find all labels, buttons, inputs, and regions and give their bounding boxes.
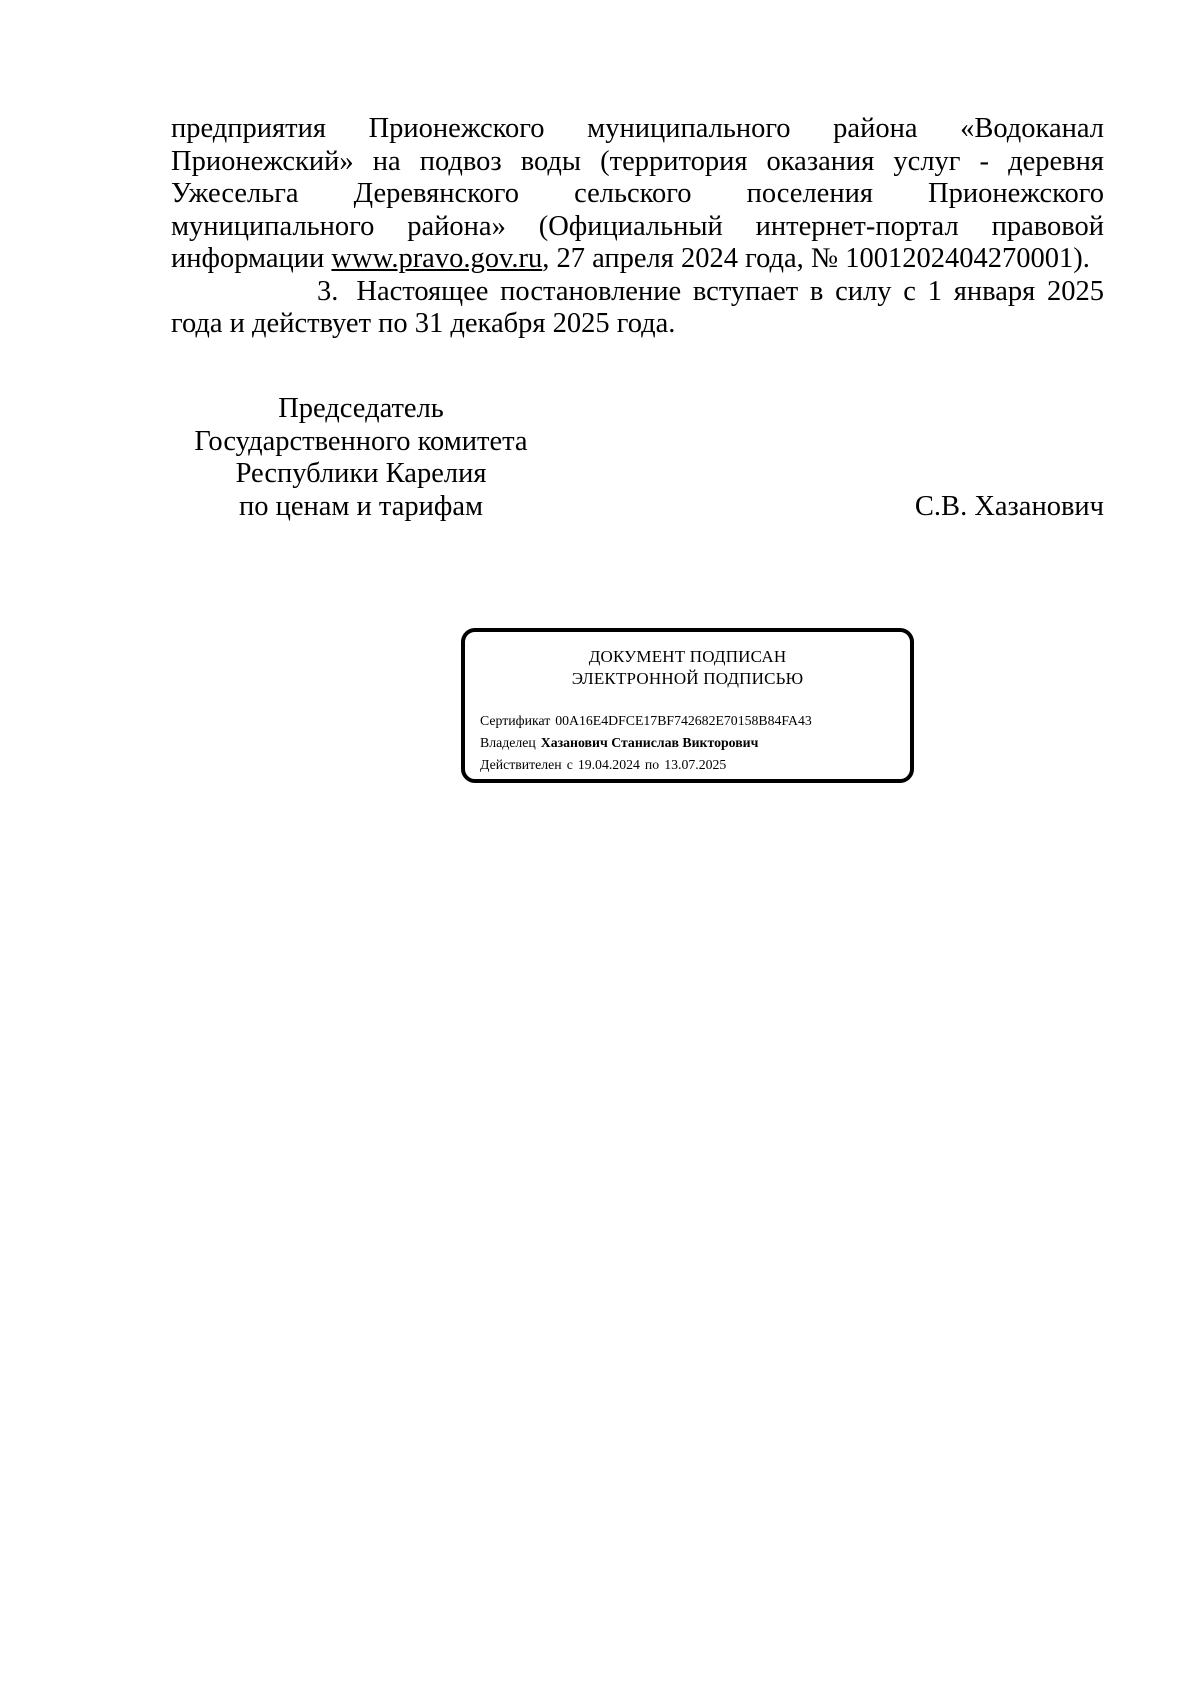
document-body — [171, 113, 1104, 341]
stamp-certificate-row — [480, 710, 812, 732]
stamp-validity-row — [480, 754, 812, 776]
signer-name: С.В. Хазанович — [914, 491, 1104, 522]
owner-value: Хазанович Станислав Викторович — [540, 735, 759, 750]
signer-position — [171, 393, 551, 523]
paragraph-item-3 — [171, 276, 1104, 341]
signer-position-line: по ценам и тарифам — [238, 490, 484, 522]
signer-position-line: Государственного комитета — [194, 425, 528, 457]
valid-to-label: по — [644, 757, 660, 772]
valid-from-date: 19.04.2024 — [577, 757, 640, 772]
paragraph-text: предприятия Прионежского муниципального района «Водоканал Прионежский» на подвоз воды (территория оказания услуг - деревня Ужесельга Деревянского сельского поселения Прионежского муниципального района» (Официальный интернет-портал правовой информации — [171, 113, 1104, 274]
paragraph-text-end: , 27 апреля 2024 года, № 1001202404270001). — [542, 243, 1090, 274]
valid-from-label: с — [566, 757, 573, 772]
certificate-value: 00A16E4DFCE17BF742682E70158B84FA43 — [555, 713, 812, 728]
electronic-signature-stamp — [461, 628, 914, 783]
paragraph-continuation — [171, 113, 1104, 276]
stamp-title-line: ДОКУМЕНТ ПОДПИСАН — [588, 647, 787, 666]
pravo-gov-link[interactable]: www.pravo.gov.ru — [331, 243, 543, 274]
stamp-owner-row — [480, 732, 812, 754]
stamp-title-line: ЭЛЕКТРОННОЙ ПОДПИСЬЮ — [571, 669, 804, 688]
valid-label: Действителен — [480, 757, 562, 772]
signer-position-line: Республики Карелия — [235, 458, 487, 489]
valid-to-date: 13.07.2025 — [664, 757, 727, 772]
stamp-details — [480, 710, 812, 776]
stamp-title — [465, 646, 910, 690]
item-number: 3. — [317, 275, 339, 307]
certificate-label: Сертификат — [480, 713, 551, 728]
owner-label: Владелец — [480, 735, 536, 750]
item-text: Настоящее постановление вступает в силу с 1 января 2025 года и действует по 31 декабря 2025 года. — [171, 275, 1104, 339]
signer-position-line: Председатель — [278, 393, 444, 424]
